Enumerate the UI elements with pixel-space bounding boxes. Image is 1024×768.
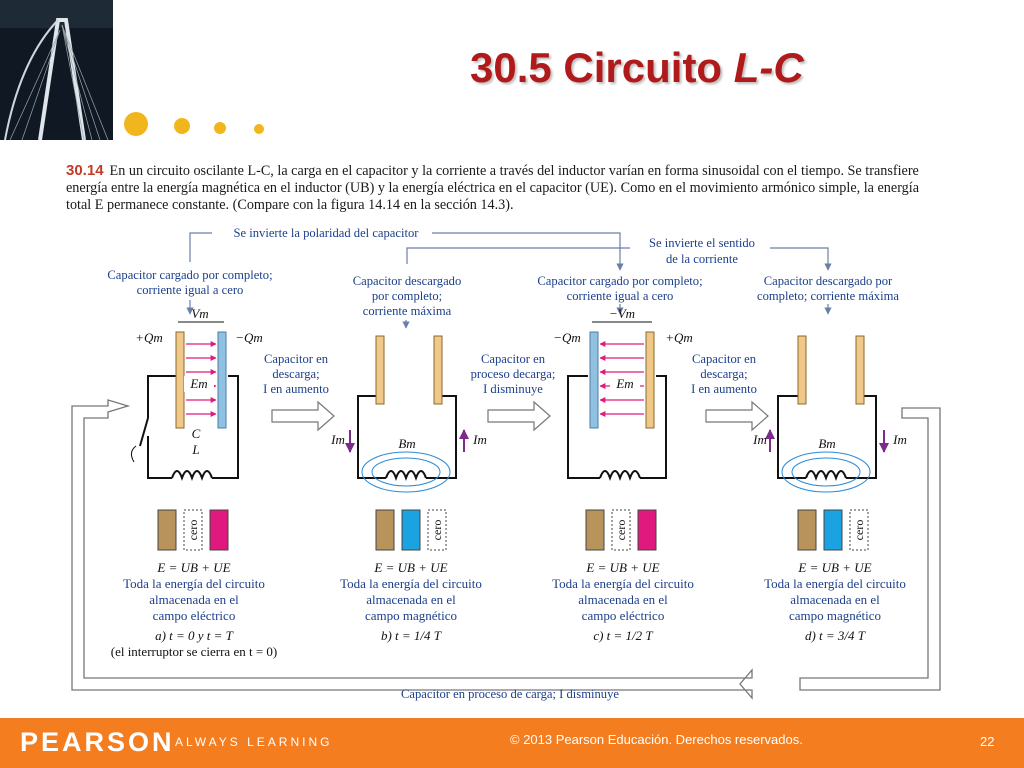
energy-equation: E = UB + UE bbox=[157, 560, 231, 575]
page-title: 30.5 Circuito L-C bbox=[470, 44, 804, 91]
c-label: C bbox=[191, 426, 201, 441]
state-a-header: Capacitor cargado por completo; corriente igual a cero bbox=[107, 268, 273, 297]
panel-d-text: E = UB + UE Toda la energía del circuito almacenada en el campo magnético d) t = 3/4 T bbox=[740, 560, 930, 644]
figure-number: 30.14 bbox=[66, 162, 104, 179]
state-b-header: Capacitor descargado por completo; corriente máxima bbox=[352, 274, 462, 318]
neg-vm-label: −Vm bbox=[608, 306, 636, 321]
energy-equation: E = UB + UE bbox=[586, 560, 660, 575]
pos-qm-label-a: +Qm bbox=[135, 330, 163, 345]
panel-b-time: b) t = 1/4 T bbox=[380, 628, 442, 643]
footer-tagline: ALWAYS LEARNING bbox=[175, 735, 333, 749]
copyright-text: © 2013 Pearson Educación. Derechos reservados. bbox=[510, 732, 803, 747]
panel-c-time: c) t = 1/2 T bbox=[593, 628, 653, 643]
neg-qm-label-c: −Qm bbox=[553, 330, 581, 345]
transition-label-1: Capacitor en descarga; I en aumento bbox=[263, 352, 329, 396]
bar-zero-label-c: cero bbox=[614, 519, 628, 541]
em-label-c: Em bbox=[610, 376, 640, 392]
transition-label-2: Capacitor en proceso decarga; I disminuye bbox=[470, 352, 556, 396]
vm-label: Vm bbox=[191, 306, 209, 321]
energy-equation: E = UB + UE bbox=[798, 560, 872, 575]
panel-d-time: d) t = 3/4 T bbox=[804, 628, 866, 643]
panel-a-text: E = UB + UE Toda la energía del circuito almacenada en el campo eléctrico a) t = 0 y t = T (el interruptor se cierra en t = 0) bbox=[84, 560, 304, 660]
current-reversal-label-line1: Se invierte el sentido bbox=[649, 236, 755, 250]
panel-a-note: (el interruptor se cierra en t = 0) bbox=[110, 644, 278, 659]
im-label-b-left: Im bbox=[331, 432, 345, 447]
pos-qm-label-c: +Qm bbox=[665, 330, 693, 345]
bm-label-d: Bm bbox=[818, 436, 836, 451]
pearson-logo: PEARSON bbox=[20, 727, 175, 757]
charging-loop-label: Capacitor en proceso de carga; I disminuye bbox=[401, 687, 619, 701]
neg-qm-label-a: −Qm bbox=[235, 330, 263, 345]
im-label-b-right: Im bbox=[473, 432, 487, 447]
polarity-reversal-label: Se invierte la polaridad del capacitor bbox=[233, 226, 419, 240]
bar-zero-label-d: cero bbox=[852, 519, 866, 541]
transition-label-3: Capacitor en descarga; I en aumento bbox=[691, 352, 757, 396]
state-d-header: Capacitor descargado por completo; corriente máxima bbox=[757, 274, 899, 303]
caption-text: En un circuito oscilante L-C, la carga en el capacitor y la corriente a través del inductor varían en forma sinusoidal con el tiempo. Se transfiere energía entre la energía magnética en el inductor (UB) y la energía eléctrica en el capacitor (UE). Como en el movimiento armónico simple, la energía total E permanece constante. (Compare con la figura 14.14 en la sección 14.3). bbox=[66, 163, 920, 213]
im-label-d-left: Im bbox=[753, 432, 767, 447]
panel-c-text: E = UB + UE Toda la energía del circuito almacenada en el campo eléctrico c) t = 1/2 T bbox=[528, 560, 718, 644]
energy-equation: E = UB + UE bbox=[374, 560, 448, 575]
im-label-d-right: Im bbox=[893, 432, 907, 447]
current-reversal-label-line2: de la corriente bbox=[665, 252, 739, 266]
bm-label-b: Bm bbox=[398, 436, 416, 451]
page-number: 22 bbox=[980, 734, 995, 749]
footer-bar bbox=[0, 718, 1024, 768]
bar-zero-label-b: cero bbox=[430, 519, 444, 541]
state-c-header: Capacitor cargado por completo; corriente igual a cero bbox=[537, 274, 703, 303]
bar-zero-label-a: cero bbox=[186, 519, 200, 541]
em-label-a: Em bbox=[184, 376, 214, 392]
l-label: L bbox=[192, 442, 200, 457]
panel-b-text: E = UB + UE Toda la energía del circuito almacenada en el campo magnético b) t = 1/4 T bbox=[316, 560, 506, 644]
panel-a-time: a) t = 0 y t = T bbox=[155, 628, 233, 643]
